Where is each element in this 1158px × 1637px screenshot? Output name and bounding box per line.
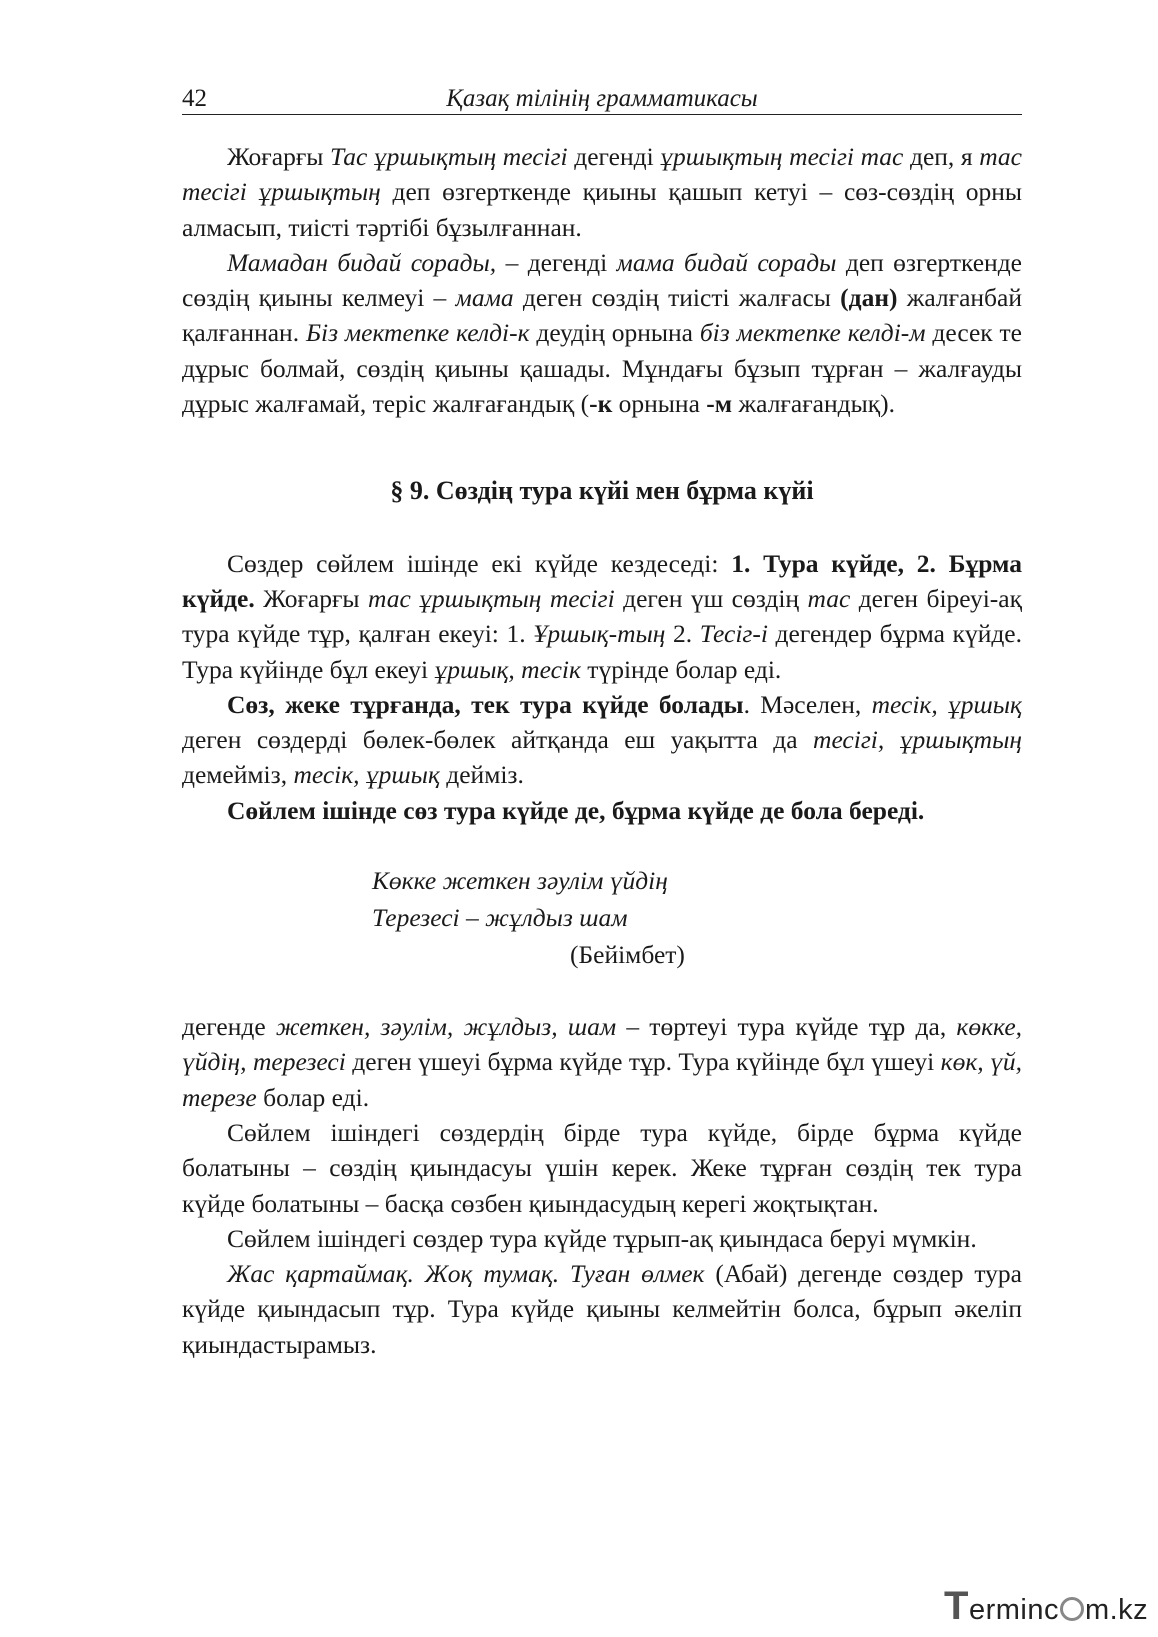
- paragraph-9: Жас қартаймақ. Жоқ тумақ. Туған өлмек (Абай) дегенде сөздер тура күйде қиындасып тұр. Тура күйде қиыны келмейтін болса, бұрып әкеліп қиындастырамыз.: [182, 1259, 1022, 1359]
- book-title: Қазақ тілінің грамматикасы: [446, 85, 758, 112]
- page-number: 42: [182, 85, 207, 112]
- running-header: [182, 78, 1022, 115]
- page: [182, 78, 1022, 1362]
- poem-line-2: Терезесі – жұлдыз шам: [372, 903, 628, 933]
- paragraph-6: дегенде жеткен, зәулім, жұлдыз, шам – төртеуі тура күйде тұр да, көкке, үйдің, терезесі деген үшеуі бұрма күйде тұр. Тура күйінде бұл үшеуі көк, үй, терезе болар еді.: [182, 1012, 1023, 1112]
- paragraph-7: Сөйлем ішіндегі сөздердің бірде тура күйде, бірде бұрма күйде болатыны – сөздің қиындасуы үшін керек. Жеке тұрған сөздің тек тура күйде болатыны – басқа сөзбен қиындасудың керегі жоқтықтан.: [182, 1117, 1022, 1218]
- poem-line-1: Көкке жеткен зәулім үйдің: [372, 866, 668, 896]
- paragraph-4: Сөз, жеке тұрғанда, тек тура күйде болады. Мәселен, тесік, ұршық деген сөздерді бөлек-бөлек айтқанда еш уақытта да тесігі, ұршықтың демейміз, тесік, ұршық дейміз.: [182, 689, 1022, 790]
- paragraph-8: Сөйлем ішіндегі сөздер тура күйде тұрып-ақ қиындаса беруі мүмкін.: [227, 1223, 977, 1253]
- paragraph-1: Жоғарғы Тас ұршықтың тесігі дегенді ұршықтың тесігі тас деп, я тас тесігі ұршықтың деп өзгерткенде қиыны қашып кетуі – сөз-сөздің орны алмасып, тиісті тәртібі бұзылғаннан.: [182, 142, 1022, 242]
- section-heading: § 9. Сөздің тура күйі мен бұрма күйі: [390, 476, 814, 506]
- poem-author: (Бейімбет): [570, 940, 685, 970]
- page-body: [182, 139, 1022, 1362]
- paragraph-5: Сөйлем ішінде сөз тура күйде де, бұрма күйде де бола береді.: [227, 795, 925, 825]
- poem-quote: [372, 862, 1022, 973]
- logo-circle-icon: [1060, 1597, 1084, 1621]
- paragraph-3: Сөздер сөйлем ішінде екі күйде кездеседі: 1. Тура күйде, 2. Бұрма күйде. Жоғарғы тас ұршықтың тесігі деген үш сөздің тас деген біреуі-ақ тура күйде тұр, қалған екеуі: 1. Ұршық-тың 2. Тесіг-і дегендер бұрма күйде. Тура күйінде бұл екеуі ұршық, тесік түрінде болар еді.: [182, 548, 1023, 684]
- watermark-logo: Terminc m.kz: [944, 1584, 1149, 1628]
- paragraph-2: Мамадан бидай сорады, – дегенді мама бидай сорады деп өзгерткенде сөздің қиыны келмеуі – мама деген сөздің тиісті жалғасы (дан) жалғанбай қалғаннан. Біз мектепке келді-к деудің орнына біз мектепке келді-м десек те дұрыс болмай, сөздің қиыны қашады. Мұндағы бұзып тұрған – жалғауды дұрыс жалғамай, теріс жалғағандық (-к орнына -м жалғағандық).: [182, 247, 1022, 419]
